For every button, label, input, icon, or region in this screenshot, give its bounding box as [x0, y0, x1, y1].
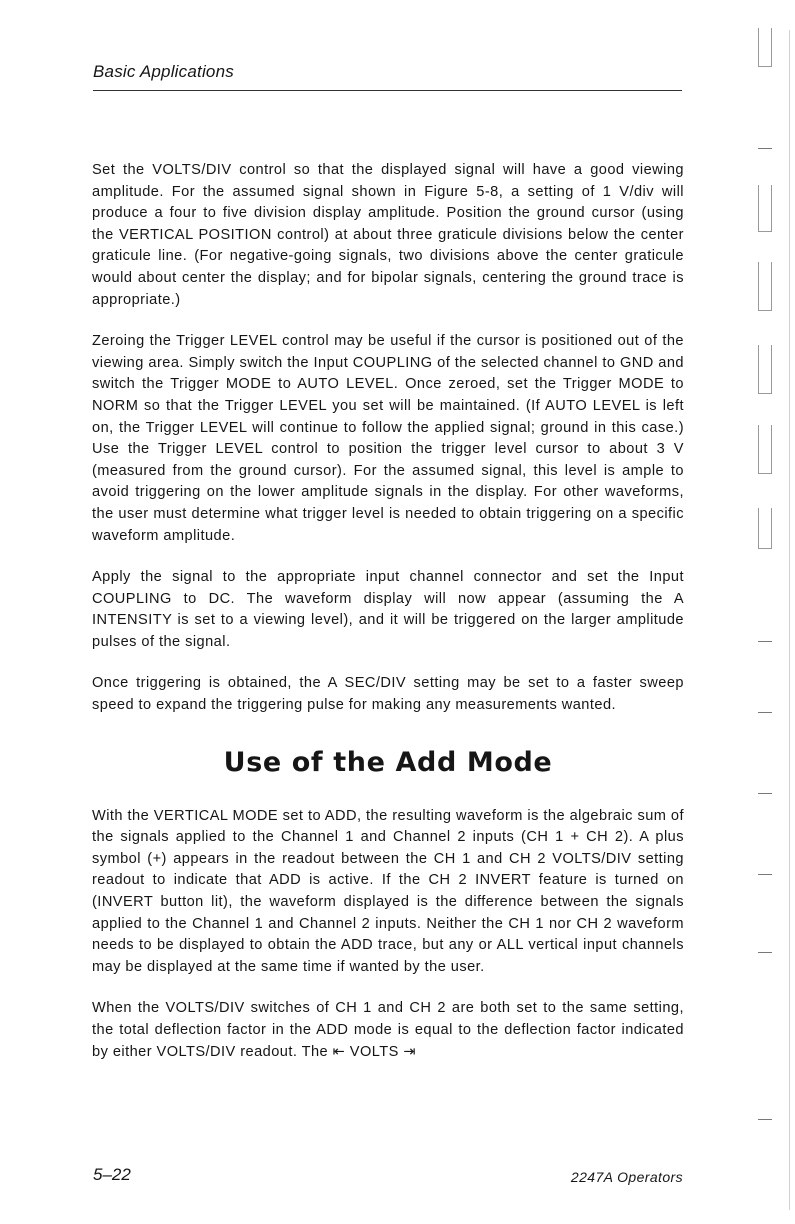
binding-mark — [758, 641, 772, 642]
binding-mark — [758, 952, 772, 953]
edge-shadow-line — [789, 30, 790, 1210]
binding-edge-marks — [752, 0, 795, 1224]
section-heading: Use of the Add Mode — [223, 746, 553, 778]
running-header: Basic Applications — [93, 62, 234, 81]
page-number: 5–22 — [93, 1165, 131, 1184]
binding-mark — [758, 345, 772, 394]
binding-mark — [758, 793, 772, 794]
binding-mark — [758, 148, 772, 149]
paragraph-sec-div: Once triggering is obtained, the A SEC/DIV setting may be set to a faster sweep speed to expand the triggering pulse for making any measurements wanted. — [92, 675, 684, 714]
binding-mark — [758, 874, 772, 875]
header-rule — [93, 90, 682, 91]
binding-mark — [758, 712, 772, 713]
paragraph-deflection-factor: When the VOLTS/DIV switches of CH 1 and CH 2 are both set to the same setting, the total deflection factor in the ADD mode is equal to the deflection factor indicated by either VOLTS/DIV readout. The ⇤ VOLTS ⇥ — [92, 1000, 684, 1060]
binding-mark — [758, 185, 772, 232]
binding-mark — [758, 28, 772, 67]
binding-mark — [758, 1119, 772, 1120]
body-text — [92, 160, 684, 1083]
binding-mark — [758, 262, 772, 311]
paragraph-add-mode: With the VERTICAL MODE set to ADD, the resulting waveform is the algebraic sum of the signals applied to the Channel 1 and Channel 2 inputs (CH 1 + CH 2). A plus symbol (+) appears in the readout between the CH 1 and CH 2 VOLTS/DIV setting readout to indicate that ADD is active. If the CH 2 INVERT feature is turned on (INVERT button lit), the waveform displayed is the difference between the signals applied to the Channel 1 and Channel 2 inputs. Neither the CH 1 nor CH 2 waveform needs to be displayed to obtain the ADD trace, but any or ALL vertical input channels may be displayed at the same time if wanted by the user. — [92, 807, 684, 975]
paragraph-volts-div: Set the VOLTS/DIV control so that the displayed signal will have a good viewing amplitude. For the assumed signal shown in Figure 5-8, a setting of 1 V/div will produce a four to five division display amplitude. Position the ground cursor (using the VERTICAL POSITION control) at about three graticule divisions below the center graticule line. (For negative-going signals, two divisions above the center graticule would about center the display; and for bipolar signals, centering the ground trace is appropriate.) — [92, 162, 684, 308]
document-title: 2247A Operators — [570, 1169, 683, 1185]
paragraph-trigger-level: Zeroing the Trigger LEVEL control may be useful if the cursor is positioned out of the viewing area. Simply switch the Input COUPLING of the selected channel to GND and switch the Trigger MODE to AUTO LEVEL. Once zeroed, set the Trigger MODE to NORM so that the Trigger LEVEL you set will be maintained. (If AUTO LEVEL is left on, the Trigger LEVEL will continue to follow the applied signal; ground in this case.) Use the Trigger LEVEL control to position the trigger level cursor to about 3 V (measured from the ground cursor). For the assumed signal, this level is ample to avoid triggering on the lower amplitude signals in the display. For other waveforms, the user must determine what trigger level is needed to obtain triggering on a specific waveform amplitude. — [92, 333, 684, 544]
binding-mark — [758, 425, 772, 474]
binding-mark — [758, 508, 772, 549]
paragraph-apply-signal: Apply the signal to the appropriate input channel connector and set the Input COUPLING to DC. The waveform display will now appear (assuming the A INTENSITY is set to a viewing level), and it will be triggered on the larger amplitude pulses of the signal. — [92, 569, 684, 650]
